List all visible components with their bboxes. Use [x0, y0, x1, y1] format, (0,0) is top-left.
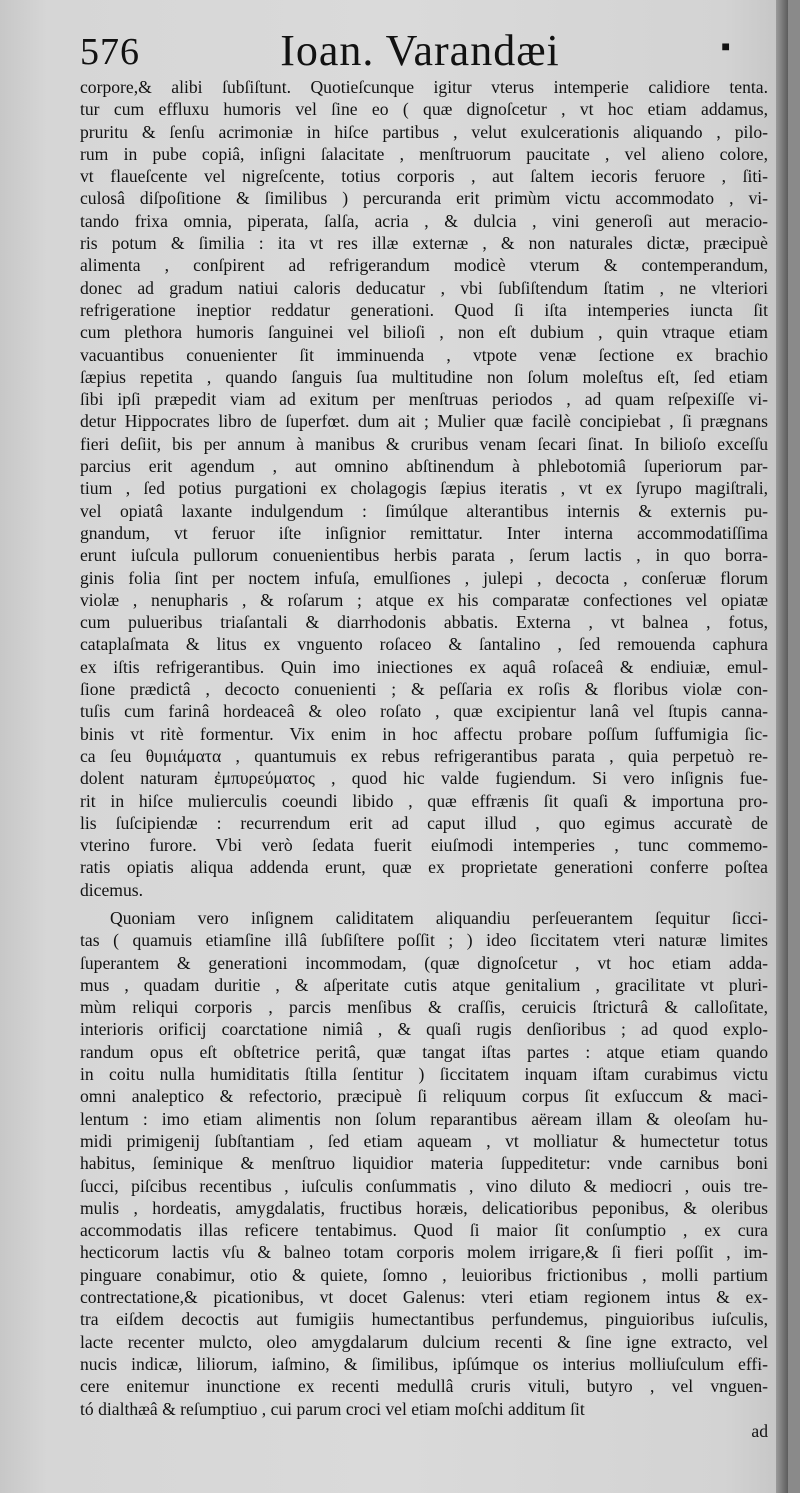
text-line: gnandum, vt feruor iſte inſignior remittatur. Inter interna accommodatiſſima: [80, 522, 768, 543]
text-line: ſibi ipſi præpedit viam ad exitum per menſtruas periodos , ad quam reſpexiſſe vi-: [80, 389, 768, 410]
text-line: tium , ſed potius purgationi ex cholagogis ſæpius iteratis , vt ex ſyrupo magiſtrali,: [80, 478, 768, 499]
text-line: refrigeratione ineptior reddatur generationi. Quod ſi iſta intemperies iuncta ſit: [80, 299, 768, 320]
text-line: ratis opiatis aliqua addenda erunt, quæ ex proprietate generationi conferre poſtea: [80, 857, 768, 878]
page-number: 576: [80, 31, 140, 73]
text-line: tando frixa omnia, piperata, ſalſa, acria , & dulcia , vini generoſi aut meracio-: [80, 210, 768, 231]
paragraph-1: [80, 76, 768, 901]
page-edge-shadow: [776, 0, 788, 1493]
text-line: ex iſtis refrigerantibus. Quin imo iniectiones ex aquâ roſaceâ & endiuiæ, emul-: [80, 656, 768, 677]
text-line: interioris orificij coarctatione nimiâ , & quaſi rugis denſioribus ; ad quod explo-: [80, 1019, 768, 1040]
text-line: ca ſeu θυμιάματα , quantumuis ex rebus refrigerantibus parata , quia perpetuò re-: [80, 745, 768, 766]
text-line: binis vt ritè formentur. Vix enim in hoc affectu probare poſſum ſuffumigia ſic-: [80, 723, 768, 744]
text-line: donec ad gradum natiui caloris deducatur , vbi ſubſiſtendum ſtatim , ne vlteriori: [80, 277, 768, 298]
text-line: in coitu nulla humiditatis ſtilla ſentitur ) ſiccitatem inquam iſtam curabimus victu: [80, 1064, 768, 1085]
text-line: cum plethora humoris ſanguinei vel bilioſi , non eſt dubium , quin vtraque etiam: [80, 322, 768, 343]
text-line: pruritu & ſenſu acrimoniæ in hiſce partibus , velut exulcerationis aliquando , pilo-: [80, 121, 768, 142]
text-line: rum in pube copiâ, inſigni ſalacitate , menſtruorum paucitate , vel alieno colore,: [80, 143, 768, 164]
text-line: detur Hippocrates libro de ſuperfœt. dum ait ; Mulier quæ facilè concipiebat , ſi prægnans: [80, 411, 768, 432]
text-line: ſuperantem & generationi incommodam, (quæ dignoſcetur , vt hoc etiam adda-: [80, 952, 768, 973]
page-header: [80, 26, 760, 78]
text-line: lacte recenter mulcto, oleo amygdalarum dulcium recenti & ſine igne extracto, vel: [80, 1331, 768, 1352]
text-line: corpore,& alibi ſubſiſtunt. Quotieſcunque igitur vterus intemperie calidiore tenta.: [80, 77, 768, 97]
text-line: nucis indicæ, liliorum, iaſmino, & ſimilibus, ipſúmque os interius molliuſculum effi-: [80, 1353, 768, 1374]
text-line: mùm reliqui corporis , parcis menſibus & craſſis, ceruicis ſtricturâ & calloſitate,: [80, 997, 768, 1018]
text-line: tó dialthæâ & reſumptiuo , cui parum croci vel etiam moſchi additum ſit: [80, 1398, 585, 1419]
text-line: lentum : imo etiam alimentis non ſolum reparantibus aëream illam & oleoſam hu-: [80, 1108, 768, 1129]
text-line: ſucci, piſcibus recentibus , iuſculis conſummatis , vino diluto & mediocri , ouis tre-: [80, 1175, 768, 1196]
text-line: habitus, ſeminique & menſtruo liquidior materia ſuppeditetur: vnde carnibus boni: [80, 1153, 768, 1174]
paragraph-2: [80, 907, 768, 1420]
text-line: ris potum & ſimilia : ita vt res illæ externæ , & non naturales dictæ, præcipuè: [80, 233, 768, 254]
text-line: vterino furore. Vbi verò ſedata fuerit eiuſmodi intemperies , tunc commemo-: [80, 835, 768, 856]
text-line: culosâ diſpoſitione & ſimilibus ) percuranda erit primùm victu accommodato , vi-: [80, 188, 768, 209]
text-line: erunt iuſcula pullorum conuenientibus herbis parata , ſerum lactis , in quo borra-: [80, 545, 768, 566]
text-line: randum opus eſt obſtetrice peritâ, quæ tangat iſtas partes : atque etiam quando: [80, 1041, 768, 1062]
text-line: tas ( quamuis etiamſine illâ ſubſiſtere poſſit ; ) ideo ſiccitatem vteri naturæ limites: [80, 930, 768, 951]
text-line: mus , quadam duritie , & aſperitate cutis atque genitalium , gracilitate vt pluri-: [80, 974, 768, 995]
text-line: dolent naturam ἐμπυρεύματος , quod hic valde fugiendum. Si vero inſignis fue-: [80, 768, 768, 789]
text-line: mulis , hordeatis, amygdalatis, fructibus horæis, delicatioribus peponibus, & oleribus: [80, 1197, 768, 1218]
text-line: cataplaſmata & litus ex vnguento roſaceo & ſantalino , ſed remouenda caphura: [80, 634, 768, 655]
text-line: hecticorum lactis vſu & balneo totam corporis molem irrigare,& ſi fieri poſſit , im-: [80, 1242, 768, 1263]
text-line: midi primigenij ſubſtantiam , ſed etiam aqueam , vt molliatur & humectetur totus: [80, 1130, 768, 1151]
catchword: ad: [751, 1420, 768, 1441]
text-line: dicemus.: [80, 879, 144, 900]
text-line: ſæpius repetita , quando ſanguis ſua multitudine non ſolum moleſtus eſt, ſed etiam: [80, 366, 768, 387]
text-line: alimenta , conſpirent ad refrigerandum modicè vterum & contemperandum,: [80, 255, 768, 276]
text-line: vel opiatâ laxante indulgendum : ſimúlque alterantibus internis & externis pu-: [80, 500, 768, 521]
text-line: rit in hiſce mulierculis coeundi libido , quæ effrænis ſit quaſi & importuna pro-: [80, 790, 768, 811]
text-line: tra eiſdem decoctis aut fumigiis humectantibus perfundemus, pinguioribus iuſculis,: [80, 1309, 768, 1330]
text-line: fieri deſiit, bis per annum à manibus & cruribus venam ſecari ſinat. In bilioſo exceſſu: [80, 433, 768, 454]
text-line: vt flaueſcente vel nigreſcente, totius corporis , aut ſaltem iecoris feruore , ſiti-: [80, 166, 768, 187]
running-head: Ioan. Varandæi: [280, 26, 560, 75]
corner-mark: ■: [721, 40, 730, 55]
text-line: contrectatione,& picationibus, vt docet Galenus: vteri etiam regionem intus & ex-: [80, 1287, 768, 1308]
text-line: pinguare conabimur, otio & quiete, ſomno , leuioribus frictionibus , molli partium: [80, 1264, 768, 1285]
text-line: parcius erit agendum , aut omnino abſtinendum à phlebotomiâ ſuperiorum par-: [80, 456, 768, 477]
text-line: lis ſuſcipiendæ : recurrendum erit ad caput illud , quo egimus accuratè de: [80, 812, 768, 833]
text-line: accommodatis illas reficere tentabimus. Quod ſi maior ſit conſumptio , ex cura: [80, 1220, 768, 1241]
text-line: tuſis cum farinâ hordeaceâ & oleo roſato , quæ excipientur lanâ vel ſtupis canna-: [80, 701, 768, 722]
text-line: violæ , nenupharis , & roſarum ; atque ex his comparatæ confectiones vel opiatæ: [80, 589, 768, 610]
text-line: cum pulueribus triaſantali & diarrhodonis abbatis. Externa , vt balnea , fotus,: [80, 612, 768, 633]
body-text: [80, 76, 768, 1442]
text-line: cere enitemur inunctione ex recenti medullâ cruris vituli, butyro , vel vnguen-: [80, 1376, 768, 1397]
text-line: ſione prædictâ , decocto conuenienti ; & peſſaria ex roſis & floribus violæ con-: [80, 679, 768, 700]
text-line: vacuantibus conuenienter ſit imminuenda , vtpote venæ ſectione ex brachio: [80, 344, 768, 365]
text-line: Quoniam vero inſignem caliditatem aliquandiu perſeuerantem ſequitur ſicci-: [110, 907, 768, 928]
text-line: tur cum effluxu humoris vel ſine eo ( quæ dignoſcetur , vt hoc etiam addamus,: [80, 99, 768, 120]
text-line: omni analeptico & refectorio, præcipuè ſi reliquum corpus ſit exſuccum & maci-: [80, 1086, 768, 1107]
text-line: ginis folia ſint per noctem infuſa, emulſiones , julepi , decocta , conſeruæ florum: [80, 567, 768, 588]
